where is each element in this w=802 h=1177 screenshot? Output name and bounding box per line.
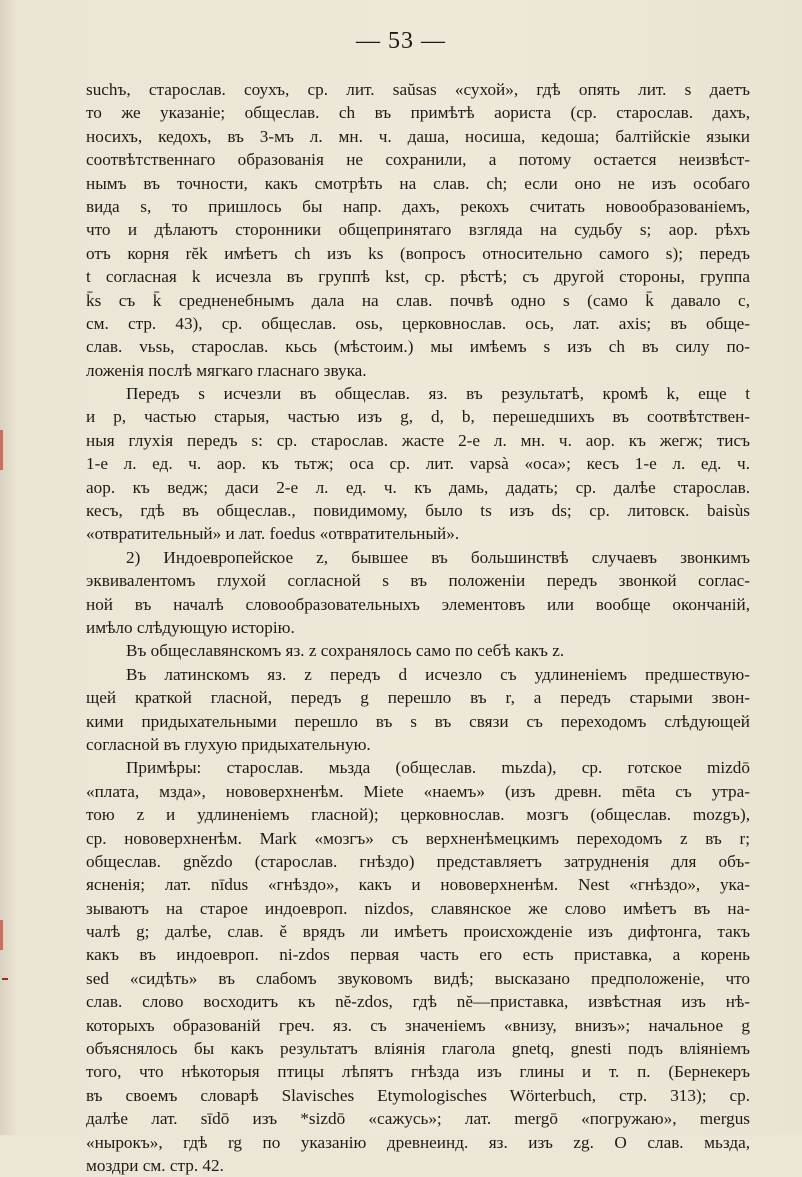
- text-line: щей краткой гласной, передъ g перешло въ r, а передъ старыми звон-: [86, 688, 750, 708]
- text-line: слав. vьsь, старослав. кьсь (мѣстоим.) мы имѣемъ s изъ ch въ силу по-: [86, 337, 750, 357]
- text-line: ныя глухія передъ s: ср. старослав. жасте 2-е л. мн. ч. аор. къ жегж; тисъ: [86, 430, 750, 450]
- text-line: объяснялось бы какъ результатъ вліянія глагола gnetq, gnesti подъ вліяніемъ: [86, 1039, 750, 1059]
- text-line: чалѣ g; далѣе, слав. ě врядъ ли имѣетъ происхожденіе изъ дифтонга, такъ: [86, 922, 750, 942]
- text-line: кесъ, гдѣ въ общеслав., повидимому, было ts изъ ds; ср. литовск. baisùs: [86, 501, 750, 521]
- text-line: общеслав. gnězdo (старослав. гнѣздо) представляетъ затрудненія для объ-: [86, 851, 750, 871]
- paragraph-start-line: Примѣры: старослав. мьзда (общеслав. mьzda), ср. готское mizdō: [126, 758, 750, 778]
- text-line: какъ въ индоевроп. ni-zdos первая часть его есть приставка, а корень: [86, 945, 750, 965]
- paragraph-end-line: моздри см. стр. 42.: [86, 1155, 224, 1175]
- text-line: t согласная k исчезла въ группѣ kst, ср. рѣстѣ; съ другой стороны, группа: [86, 267, 750, 287]
- paragraph-end-line: ложенія послѣ мягкаго гласнаго звука.: [86, 360, 367, 380]
- text-line: то же указаніе; общеслав. ch въ примѣтѣ аориста (ср. старослав. дахъ,: [86, 103, 750, 123]
- text-line: того, что нѣкоторыя птицы лѣпятъ гнѣзда изъ глины и т. п. (Бернекеръ: [86, 1062, 750, 1082]
- text-line: sed «сидѣть» въ слабомъ звуковомъ видѣ; высказано предположеніе, что: [86, 968, 750, 988]
- text-line: ясненія; лат. nīdus «гнѣздо», какъ и нововерхненѣм. Nest «гнѣздо», ука-: [86, 875, 750, 895]
- text-line: и p, частью старыя, частью изъ g, d, b, перешедшихъ въ соотвѣтствен-: [86, 407, 750, 427]
- text-line: k̄s съ k̄ средненебнымъ дала на слав. почвѣ одно s (само k̄ давало c,: [86, 290, 750, 310]
- text-line: 1-е л. ед. ч. аор. къ тьтж; оса ср. лит. vapsà «оса»; кесъ 1-е л. ед. ч.: [86, 454, 750, 474]
- margin-mark: [2, 978, 8, 980]
- text-line: далѣе лат. sīdō изъ *sizdō «сажусь»; лат. mergō «погружаю», mergus: [86, 1109, 750, 1129]
- paragraph-start-line: Въ латинскомъ яз. z передъ d исчезло съ удлиненіемъ предшествую-: [126, 664, 750, 684]
- paragraph-end-line: имѣло слѣдующую исторію.: [86, 617, 295, 637]
- text-line: см. стр. 43), ср. общеслав. osь, церковнослав. ось, лат. axis; въ обще-: [86, 313, 750, 333]
- page-edge-mark: [0, 920, 3, 950]
- text-line: аор. къ ведж; даси 2-е л. ед. ч. къ дамь, дадать; ср. далѣе старослав.: [86, 477, 750, 497]
- page-edge-mark: [0, 430, 3, 470]
- text-line: кими придыхательными перешло въ s въ связи съ переходомъ слѣдующей: [86, 711, 750, 731]
- text-line: вида s, то пришлось бы напр. дахъ, рекохъ считать новообразованіемъ,: [86, 196, 750, 216]
- text-line: слав. слово восходитъ къ nĕ-zdos, гдѣ nĕ—приставка, извѣстная изъ нѣ-: [86, 992, 750, 1012]
- text-line: нымъ въ точности, какъ смотрѣть на слав. ch; если оно не изъ особаго: [86, 173, 750, 193]
- paragraph-start-line: Передъ s исчезли въ общеслав. яз. въ результатѣ, кромѣ k, еще t: [126, 384, 750, 404]
- text-line: соотвѣтственнаго образованія не сохранили, а потому остается неизвѣст-: [86, 150, 750, 170]
- text-line: отъ корня rĕk имѣетъ ch изъ ks (вопросъ относительно самого s); передъ: [86, 243, 750, 263]
- text-line: что и дѣлаютъ сторонники общепринятаго взгляда на судьбу s; аор. рѣхъ: [86, 220, 750, 240]
- text-line: ср. нововерхненѣм. Mark «мозгъ» съ верхненѣмецкимъ переходомъ z въ r;: [86, 828, 750, 848]
- paragraph-end-line: «отвратительный» и лат. foedus «отвратительный».: [86, 524, 460, 544]
- text-line: «нырокъ», гдѣ rg по указанію древнеинд. яз. изъ zg. О слав. мьзда,: [86, 1132, 750, 1152]
- text-line: эквивалентомъ глухой согласной s въ положеніи передъ звонкой соглас-: [86, 571, 750, 591]
- paragraph-line: Въ общеславянскомъ яз. z сохранялось само по себѣ какъ z.: [126, 641, 565, 661]
- page-number: — 53 —: [356, 28, 446, 54]
- paragraph-end-line: согласной въ глухую придыхательную.: [86, 734, 371, 754]
- text-line: suchъ, старослав. соухъ, ср. лит. saŭsas «сухой», гдѣ опять лит. s даетъ: [86, 80, 750, 99]
- text-line: зываютъ на старое индоевроп. nizdos, славянское же слово имѣетъ въ на-: [86, 898, 750, 918]
- paragraph-start-line: 2) Индоевропейское z, бывшее въ большинствѣ случаевъ звонкимъ: [126, 547, 750, 567]
- text-line: «плата, мзда», нововерхненѣм. Miete «наемъ» (изъ древн. mēta съ утра-: [86, 781, 750, 801]
- text-line: въ своемъ словарѣ Slavisches Etymologisches Wörterbuch, стр. 313); ср.: [86, 1085, 750, 1105]
- text-line: которыхъ образованій греч. яз. съ значеніемъ «внизу, внизъ»; начальное g: [86, 1015, 750, 1035]
- text-line: тою z и удлиненіемъ гласной); церковнослав. мозгъ (общеслав. mozgъ),: [86, 805, 750, 825]
- text-line: носихъ, кедохъ, въ 3-мъ л. мн. ч. даша, носиша, кедоша; балтійскіе языки: [86, 126, 750, 146]
- body-text: [86, 78, 750, 1177]
- text-line: ной въ началѣ словообразовательныхъ элементовъ или вообще окончаній,: [86, 594, 750, 614]
